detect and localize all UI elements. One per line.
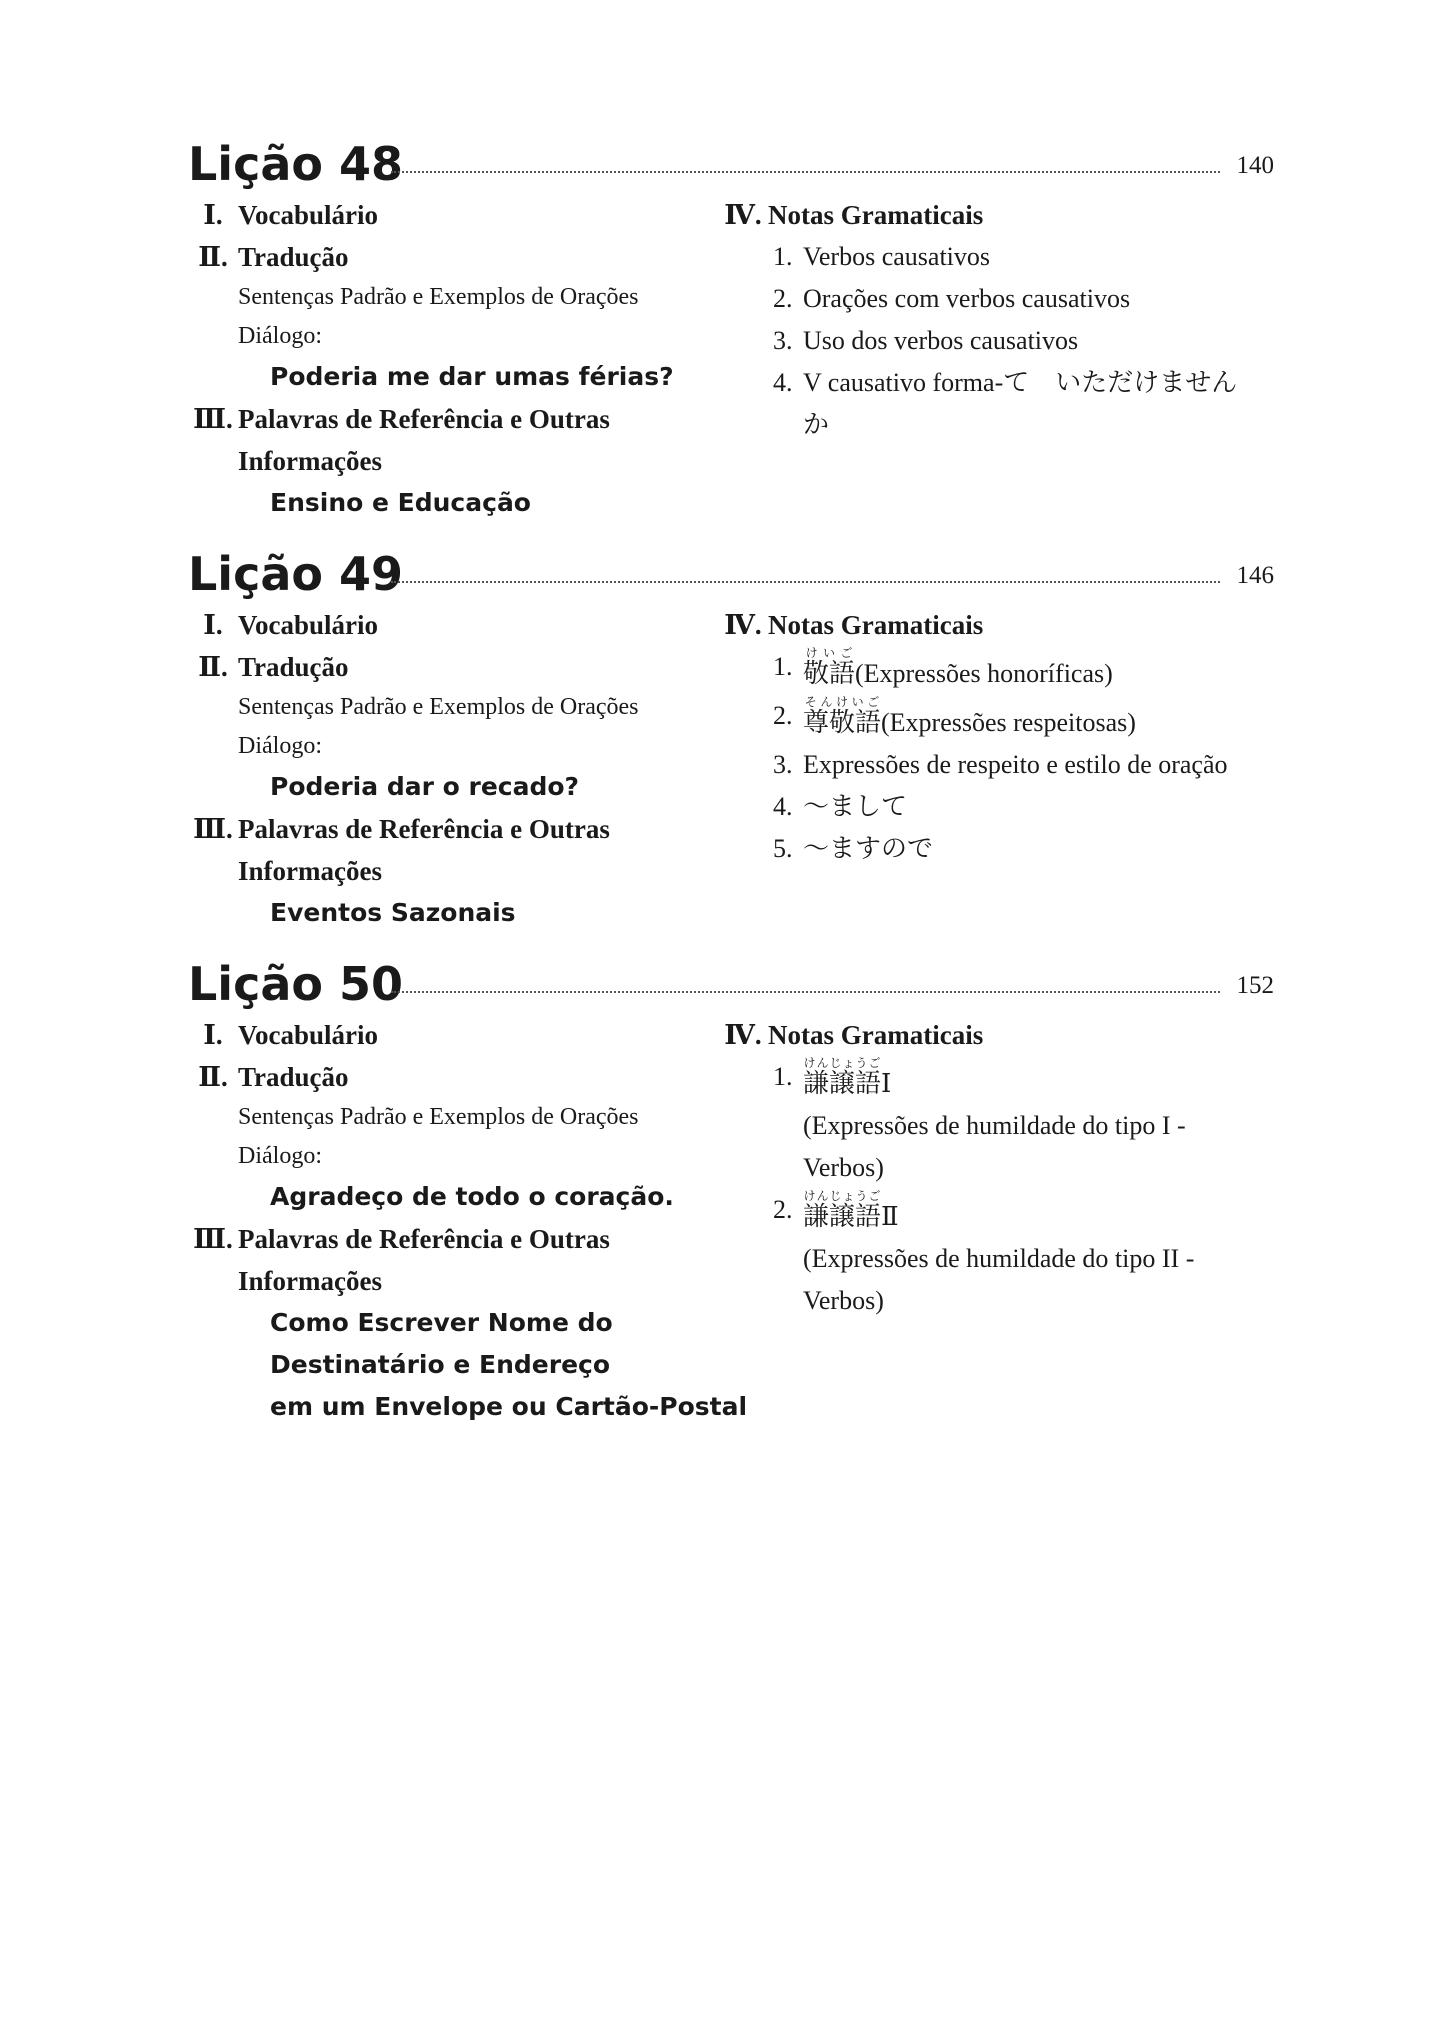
item-number: 4. <box>773 368 793 397</box>
kanji: 謙譲語 <box>803 1202 882 1231</box>
section-numeral: Ⅲ. <box>193 1224 233 1254</box>
section-numeral: Ⅱ. <box>198 652 228 682</box>
section-reference <box>188 398 728 440</box>
item-number: 4. <box>773 792 793 821</box>
kanji-with-furigana <box>803 1056 882 1098</box>
item-suffix: Ⅱ <box>881 1202 899 1231</box>
section-label: Palavras de Referência e Outras <box>238 1224 610 1254</box>
section-grammar-notes <box>718 1014 1274 1056</box>
item-text: ～まして <box>803 792 908 821</box>
grammar-item <box>718 786 1274 828</box>
page-number: 146 <box>1236 562 1274 589</box>
lesson-48 <box>188 134 1274 517</box>
kanji-with-furigana <box>803 646 856 688</box>
section-numeral: Ⅲ. <box>193 814 233 844</box>
section-grammar-notes <box>718 604 1274 646</box>
page-number: 152 <box>1236 972 1274 999</box>
kanji: 敬語 <box>803 659 856 688</box>
section-numeral: Ⅱ. <box>198 242 228 272</box>
item-text: Verbos causativos <box>803 242 991 271</box>
dot-leader <box>391 581 1220 583</box>
section-label-continued: Informações <box>238 856 382 886</box>
section-label: Palavras de Referência e Outras <box>238 404 610 434</box>
kanji-with-furigana <box>803 695 882 737</box>
item-text-line: Verbos) <box>803 1153 884 1182</box>
lesson-title: Lição 48 <box>188 137 404 191</box>
section-translation <box>188 236 728 278</box>
section-vocabulary <box>188 604 728 646</box>
furigana: けんじょうご <box>803 1056 882 1070</box>
section-label-continued: Informações <box>238 446 382 476</box>
item-number: 2. <box>773 1195 793 1224</box>
item-text-line: (Expressões de humildade do tipo I - <box>803 1111 1186 1140</box>
section-label: Notas Gramaticais <box>768 1020 984 1050</box>
section-reference <box>188 808 728 850</box>
page-number: 140 <box>1236 152 1274 179</box>
left-column <box>188 1014 748 1428</box>
section-label: Vocabulário <box>238 200 379 230</box>
section-numeral: Ⅳ. <box>724 1020 762 1050</box>
item-number: 2. <box>773 284 793 313</box>
grammar-item <box>718 278 1274 320</box>
furigana: けいご <box>803 646 855 660</box>
section-label: Notas Gramaticais <box>768 200 984 230</box>
section-numeral: Ⅳ. <box>724 200 762 230</box>
kanji-with-furigana <box>803 1189 882 1231</box>
item-text: (Expressões respeitosas) <box>881 708 1136 737</box>
item-text: Orações com verbos causativos <box>803 284 1131 313</box>
section-translation <box>188 1056 728 1098</box>
section-numeral: Ⅰ. <box>203 200 223 230</box>
item-text-continued: か <box>803 410 830 439</box>
section-translation <box>188 646 728 688</box>
section-label: Palavras de Referência e Outras <box>238 814 610 844</box>
dialog-label: Diálogo: <box>238 323 322 349</box>
item-text: (Expressões honoríficas) <box>855 659 1113 688</box>
item-text-line: Verbos) <box>803 1286 884 1315</box>
reference-topic: Eventos Sazonais <box>270 898 516 927</box>
dialog-title: Agradeço de todo o coração. <box>270 1182 674 1211</box>
left-column <box>188 194 728 524</box>
item-text: Uso dos verbos causativos <box>803 326 1079 355</box>
item-number: 3. <box>773 326 793 355</box>
section-numeral: Ⅰ. <box>203 610 223 640</box>
grammar-item <box>718 744 1274 786</box>
item-text: V causativo forma-て いただけません <box>803 368 1238 397</box>
grammar-item <box>718 320 1274 362</box>
grammar-item <box>718 646 1274 695</box>
item-text: Expressões de respeito e estilo de oração <box>803 750 1228 779</box>
section-vocabulary <box>188 194 728 236</box>
dialog-title: Poderia dar o recado? <box>270 772 580 801</box>
lesson-title: Lição 50 <box>188 957 404 1011</box>
item-text: ～ますので <box>803 834 934 863</box>
reference-topic-line: Destinatário e Endereço <box>270 1350 611 1379</box>
left-column <box>188 604 728 934</box>
right-column <box>718 604 1274 870</box>
item-number: 1. <box>773 652 793 681</box>
section-label: Vocabulário <box>238 610 379 640</box>
section-numeral: Ⅳ. <box>724 610 762 640</box>
section-label: Notas Gramaticais <box>768 610 984 640</box>
reference-topic-line: Como Escrever Nome do <box>270 1308 613 1337</box>
patterns-label: Sentenças Padrão e Exemplos de Orações <box>238 694 639 720</box>
grammar-item <box>718 362 1274 446</box>
reference-topic: Ensino e Educação <box>270 488 531 517</box>
section-numeral: Ⅰ. <box>203 1020 223 1050</box>
lesson-49 <box>188 544 1274 927</box>
lesson-title: Lição 49 <box>188 547 404 601</box>
grammar-item <box>718 695 1274 744</box>
lesson-header <box>188 134 1274 194</box>
grammar-item <box>718 236 1274 278</box>
furigana: そんけいご <box>803 695 882 709</box>
item-text-line: (Expressões de humildade do tipo II - <box>803 1244 1195 1273</box>
section-label: Tradução <box>238 652 349 682</box>
section-label-continued: Informações <box>238 1266 382 1296</box>
section-numeral: Ⅱ. <box>198 1062 228 1092</box>
lesson-header <box>188 954 1274 1014</box>
kanji: 尊敬語 <box>803 708 882 737</box>
furigana: けんじょうご <box>803 1189 882 1203</box>
section-label: Vocabulário <box>238 1020 379 1050</box>
lesson-header <box>188 544 1274 604</box>
grammar-item <box>718 828 1274 870</box>
item-number: 2. <box>773 701 793 730</box>
patterns-label: Sentenças Padrão e Exemplos de Orações <box>238 1104 639 1130</box>
item-number: 1. <box>773 242 793 271</box>
reference-topic-line: em um Envelope ou Cartão-Postal <box>270 1392 748 1421</box>
right-column <box>718 194 1274 446</box>
section-reference <box>188 1218 728 1260</box>
item-number: 5. <box>773 834 793 863</box>
dialog-title: Poderia me dar umas férias? <box>270 362 674 391</box>
item-number: 3. <box>773 750 793 779</box>
section-numeral: Ⅲ. <box>193 404 233 434</box>
lesson-50 <box>188 954 1274 1421</box>
item-number: 1. <box>773 1062 793 1091</box>
grammar-item <box>718 1056 1274 1189</box>
section-vocabulary <box>188 1014 728 1056</box>
section-grammar-notes <box>718 194 1274 236</box>
dialog-label: Diálogo: <box>238 1143 322 1169</box>
right-column <box>718 1014 1274 1322</box>
section-label: Tradução <box>238 242 349 272</box>
dot-leader <box>391 991 1220 993</box>
dialog-label: Diálogo: <box>238 733 322 759</box>
item-suffix: Ⅰ <box>881 1069 892 1098</box>
kanji: 謙譲語 <box>803 1069 882 1098</box>
section-label: Tradução <box>238 1062 349 1092</box>
patterns-label: Sentenças Padrão e Exemplos de Orações <box>238 284 639 310</box>
dot-leader <box>391 171 1220 173</box>
grammar-item <box>718 1189 1274 1322</box>
